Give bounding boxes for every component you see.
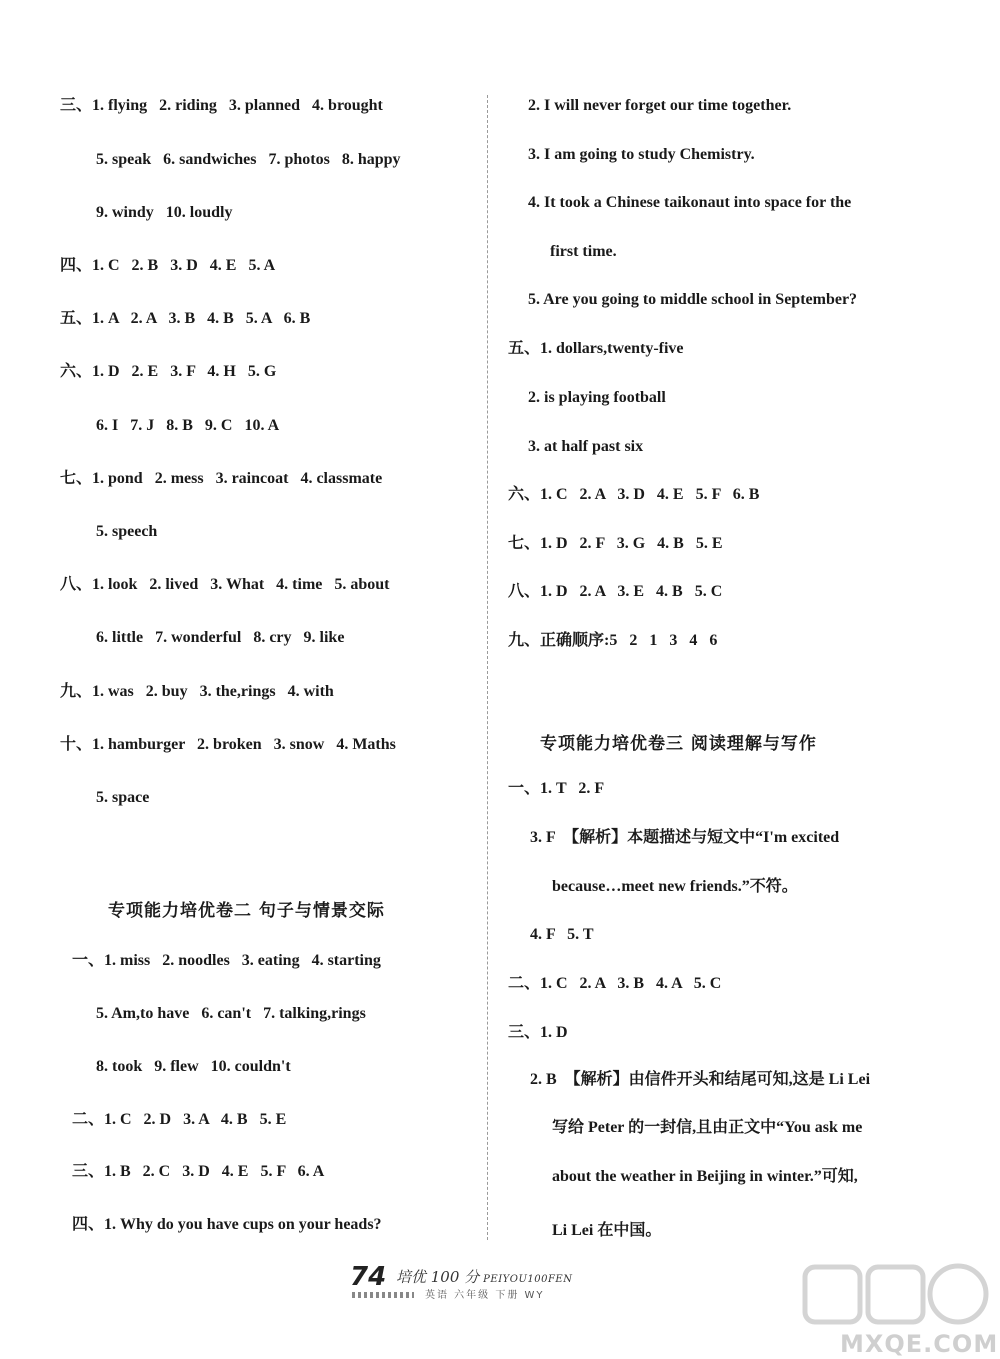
right-line <box>528 388 666 408</box>
left-line <box>60 362 276 382</box>
answer-text: 3. F 【解析】本题描述与短文中“I'm excited <box>530 829 840 846</box>
left-line <box>60 96 383 116</box>
answer-text: 八、1. look 2. lived 3. What 4. time 5. about <box>60 576 390 593</box>
right-line <box>508 974 721 994</box>
left-line <box>72 951 381 971</box>
right-line <box>508 485 759 505</box>
answer-text: 3. I am going to study Chemistry. <box>528 146 755 163</box>
page-number: 74 <box>350 1262 387 1292</box>
right-line <box>508 534 723 554</box>
book-info: 英语 六年级 下册 WY <box>425 1290 545 1301</box>
answer-text: 一、1. miss 2. noodles 3. eating 4. starting <box>72 952 381 969</box>
left-line <box>96 203 232 223</box>
left-line <box>60 256 275 276</box>
left-line <box>60 682 334 702</box>
answer-text: 七、1. D 2. F 3. G 4. B 5. E <box>508 535 723 552</box>
answer-text: 七、1. pond 2. mess 3. raincoat 4. classmate <box>60 470 383 487</box>
left-line <box>72 1215 382 1235</box>
answer-text: because…meet new friends.”不符。 <box>552 878 798 895</box>
watermark-text: MXQE.COM <box>840 1330 999 1358</box>
right-line <box>508 779 604 799</box>
answer-text: 八、1. D 2. A 3. E 4. B 5. C <box>508 583 723 600</box>
answer-text: 5. Am,to have 6. can't 7. talking,rings <box>96 1005 366 1022</box>
right-line <box>552 877 798 897</box>
answer-text: 8. took 9. flew 10. couldn't <box>96 1058 291 1075</box>
section-title-2: 专项能力培优卷二 句子与情景交际 <box>108 901 385 921</box>
answer-text: 2. B 【解析】由信件开头和结尾可知,这是 Li Lei <box>530 1071 871 1088</box>
left-line <box>96 150 401 170</box>
left-line <box>60 469 382 489</box>
answer-text: 四、1. C 2. B 3. D 4. E 5. A <box>60 257 276 274</box>
right-line <box>528 193 851 213</box>
brand-cn: 培优 100 分 <box>396 1268 480 1286</box>
answer-text: 六、1. D 2. E 3. F 4. H 5. G <box>60 363 277 380</box>
right-line <box>530 925 594 945</box>
answer-text: 五、1. A 2. A 3. B 4. B 5. A 6. B <box>60 310 311 327</box>
left-line <box>60 309 310 329</box>
right-line <box>552 1167 858 1187</box>
answer-text: 一、1. T 2. F <box>508 780 605 797</box>
answer-text: 5. space <box>96 789 150 806</box>
answer-text: 5. speech <box>96 523 158 540</box>
answer-text: 九、正确顺序:5 2 1 3 4 6 <box>508 632 718 649</box>
left-line <box>96 628 344 648</box>
answer-text: 二、1. C 2. A 3. B 4. A 5. C <box>508 975 722 992</box>
left-line <box>60 575 390 595</box>
answer-text: 9. windy 10. loudly <box>96 204 233 221</box>
answer-text: 5. speak 6. sandwiches 7. photos 8. happy <box>96 151 401 168</box>
left-line <box>72 1110 286 1130</box>
right-line <box>530 1070 870 1090</box>
right-line <box>530 828 839 848</box>
column-divider <box>487 95 488 1240</box>
answer-text: 2. is playing football <box>528 389 666 406</box>
right-line <box>552 1221 661 1241</box>
answer-text: first time. <box>550 243 617 260</box>
answer-text: 4. It took a Chinese taikonaut into space for the <box>528 194 852 211</box>
brand-name <box>396 1266 572 1287</box>
brand-latin: PEIYOU100FEN <box>483 1274 573 1285</box>
right-line <box>552 1118 862 1138</box>
answer-text: 3. at half past six <box>528 438 644 455</box>
answer-text: 三、1. D <box>508 1024 568 1041</box>
left-line <box>96 522 157 542</box>
right-line <box>508 631 717 651</box>
right-line <box>508 1023 568 1043</box>
right-line <box>528 145 755 165</box>
left-line <box>96 416 279 436</box>
answer-text: 6. little 7. wonderful 8. cry 9. like <box>96 629 345 646</box>
answer-text: 四、1. Why do you have cups on your heads? <box>72 1216 382 1233</box>
footer-decoration <box>352 1292 414 1298</box>
right-line <box>528 290 857 310</box>
answer-text: 三、1. B 2. C 3. D 4. E 5. F 6. A <box>72 1163 325 1180</box>
answer-text: 二、1. C 2. D 3. A 4. B 5. E <box>72 1111 287 1128</box>
answer-text: 4. F 5. T <box>530 926 594 943</box>
left-line <box>96 1004 366 1024</box>
answer-text: Li Lei 在中国。 <box>552 1222 662 1239</box>
section-title-3: 专项能力培优卷三 阅读理解与写作 <box>540 734 817 754</box>
answer-text: 九、1. was 2. buy 3. the,rings 4. with <box>60 683 334 700</box>
answer-text: 十、1. hamburger 2. broken 3. snow 4. Maths <box>60 736 396 753</box>
left-line <box>96 1057 291 1077</box>
right-line <box>508 582 722 602</box>
answer-text: 2. I will never forget our time together. <box>528 97 792 114</box>
right-line <box>528 96 791 116</box>
answer-text: 5. Are you going to middle school in September? <box>528 291 858 308</box>
left-line <box>60 735 396 755</box>
answer-text: 六、1. C 2. A 3. D 4. E 5. F 6. B <box>508 486 760 503</box>
right-line <box>528 437 643 457</box>
answer-text: 五、1. dollars,twenty-five <box>508 340 684 357</box>
left-line <box>72 1162 324 1182</box>
answer-text: 6. I 7. J 8. B 9. C 10. A <box>96 417 280 434</box>
right-line <box>508 339 684 359</box>
right-line <box>550 242 617 262</box>
answer-text: 写给 Peter 的一封信,且由正文中“You ask me <box>552 1119 863 1136</box>
answer-text: 三、1. flying 2. riding 3. planned 4. brought <box>60 97 383 114</box>
answer-text: about the weather in Beijing in winter.”可知, <box>552 1168 858 1185</box>
left-line <box>96 788 149 808</box>
